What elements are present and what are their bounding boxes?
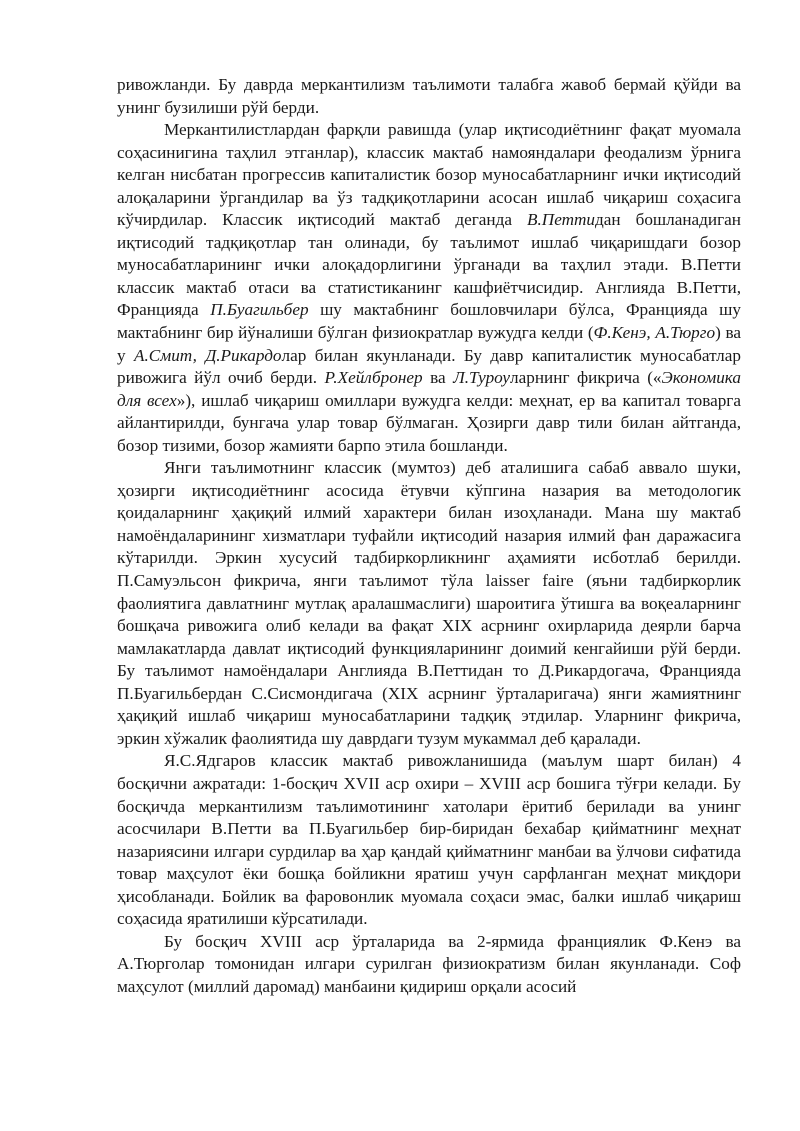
text-run: »), ишлаб чиқариш омиллари вужудга келди: меҳнат, ер ва капитал товарга айлантирилди, бунгача улар товар бўлмаган. Ҳозирги давр тили билан айтганда, бозор тизими, бозор жамияти барпо этила бошланди. [117,390,741,455]
paragraph-1 [117,74,741,119]
italic-run: Л.Туроу [453,368,511,388]
text-run: лар билан якунланади. Бу давр капиталистик муносабатлар ривожига йўл очиб берди. [117,345,741,388]
text-run: ва [422,368,454,388]
paragraph-3 [117,457,741,750]
text-run: Бу босқич XVIII аср ўрталарида ва 2-ярмида франциялик Ф.Кенэ ва А.Тюрголар томонидан илгари сурилган физиократизм билан якунланади. Соф маҳсулот (миллий даромад) манбаини қидириш орқали асосий [117,931,741,996]
text-run: шу мактабнинг бошловчилари бўлса, Францияда шу мактабнинг бир йўналиши бўлган физиократлар вужудга келди ( [117,300,741,343]
text-run: Янги таълимотнинг классик (мумтоз) деб аталишига сабаб аввало шуки, ҳозирги иқтисодиётнинг асосида ётувчи кўпгина назария ва методологик қоидаларнинг ҳақиқий илмий характери билан изоҳланади. Мана шу мактаб намоёндаларининг хизматлари туфайли иқтисодий назария илмий фан даражасига кўтарилди. Эркин хусусий тадбиркорликнинг аҳамияти исботлаб берилди. П.Самуэльсон фикрича, янги таълимот тўла laisser faire (яъни тадбиркорлик фаолиятига давлатнинг мутлақ аралашмаслиги) шароитига ўтишга ва воқеаларнинг бошқача ривожига олиб келади ва фақат XIX асрнинг охирларида деярли барча мамлакатларда давлат иқтисодий функцияларининг доимий кенгайиши рўй берди. Бу таълимот намоёндалари Англияда В.Петтидан то Д.Рикардогача, Францияда П.Буагильбердан С.Сисмондигача (XIX асрнинг ўрталаригача) янги жамиятнинг ҳақиқий ишлаб чиқариш муносабатларини тадқиқ этдилар. Уларнинг фикрича, эркин хўжалик фаолиятида шу даврдаги тузум мукаммал деб қаралади. [117,458,741,748]
text-run: Я.С.Ядгаров классик мактаб ривожланишида (маълум шарт билан) 4 босқични ажратади: 1-босқич XVII аср охири – XVIII аср бошига тўғри келади. Бу босқичда меркантилизм таълимотининг хатолари ёритиб берилади ва унинг асосчилари В.Петти ва П.Буагильбер бир-биридан бехабар қийматнинг меҳнат назариясини илгари сурдилар ва ҳар қандай қийматнинг манбаи ва ўлчови сифатида товар маҳсулот ёки бошқа бойликни яратиш учун сарфланган меҳнат миқдори ҳисобланади. Бойлик ва фаровонлик муомала соҳаси эмас, балки ишлаб чиқариш соҳасида яратилиши кўрсатилади. [117,751,741,929]
paragraph-2 [117,119,741,457]
text-run: ) ва у [117,323,741,365]
italic-run: Экономика для всех [117,368,741,410]
document-page [117,74,741,998]
text-run: дан бошланадиган иқтисодий тадқиқотлар тан олинади, бу таълимот ишлаб чиқаришдаги бозор муносабатларининг ички алоқадорлигини ўрганади ва таҳлил этади. В.Петти классик мактаб отаси ва статистиканинг кашфиётчисидир. Англияда В.Петти, Францияда [117,210,742,320]
italic-run: А.Смит, Д.Рикардо [133,345,282,365]
text-run: Меркантилистлардан фарқли равишда (улар иқтисодиётнинг фақат муомала соҳасинигина таҳлил этганлар), классик мактаб намояндалари феодализм ўрнига келган нисбатан прогрессив капиталистик бозор муносабатларнинг ички иқтисодий алоқаларини ўргандилар ва ўз тадқиқотларини асосан ишлаб чиқариш соҳасига кўчирдилар. Классик иқтисодий мактаб деганда [117,120,741,230]
italic-run: Ф.Кенэ, А.Тюрго [593,323,716,343]
italic-run: П.Буагильбер [210,300,309,320]
text-run: ларнинг фикрича (« [510,368,662,388]
text-run: ривожланди. Бу даврда меркантилизм таълимоти талабга жавоб бермай қўйди ва унинг бузилиши рўй берди. [117,75,741,117]
italic-run: Р.Хейлбронер [324,368,423,388]
paragraph-4 [117,750,741,930]
italic-run: В.Петти [526,210,596,230]
paragraph-5 [117,931,741,999]
